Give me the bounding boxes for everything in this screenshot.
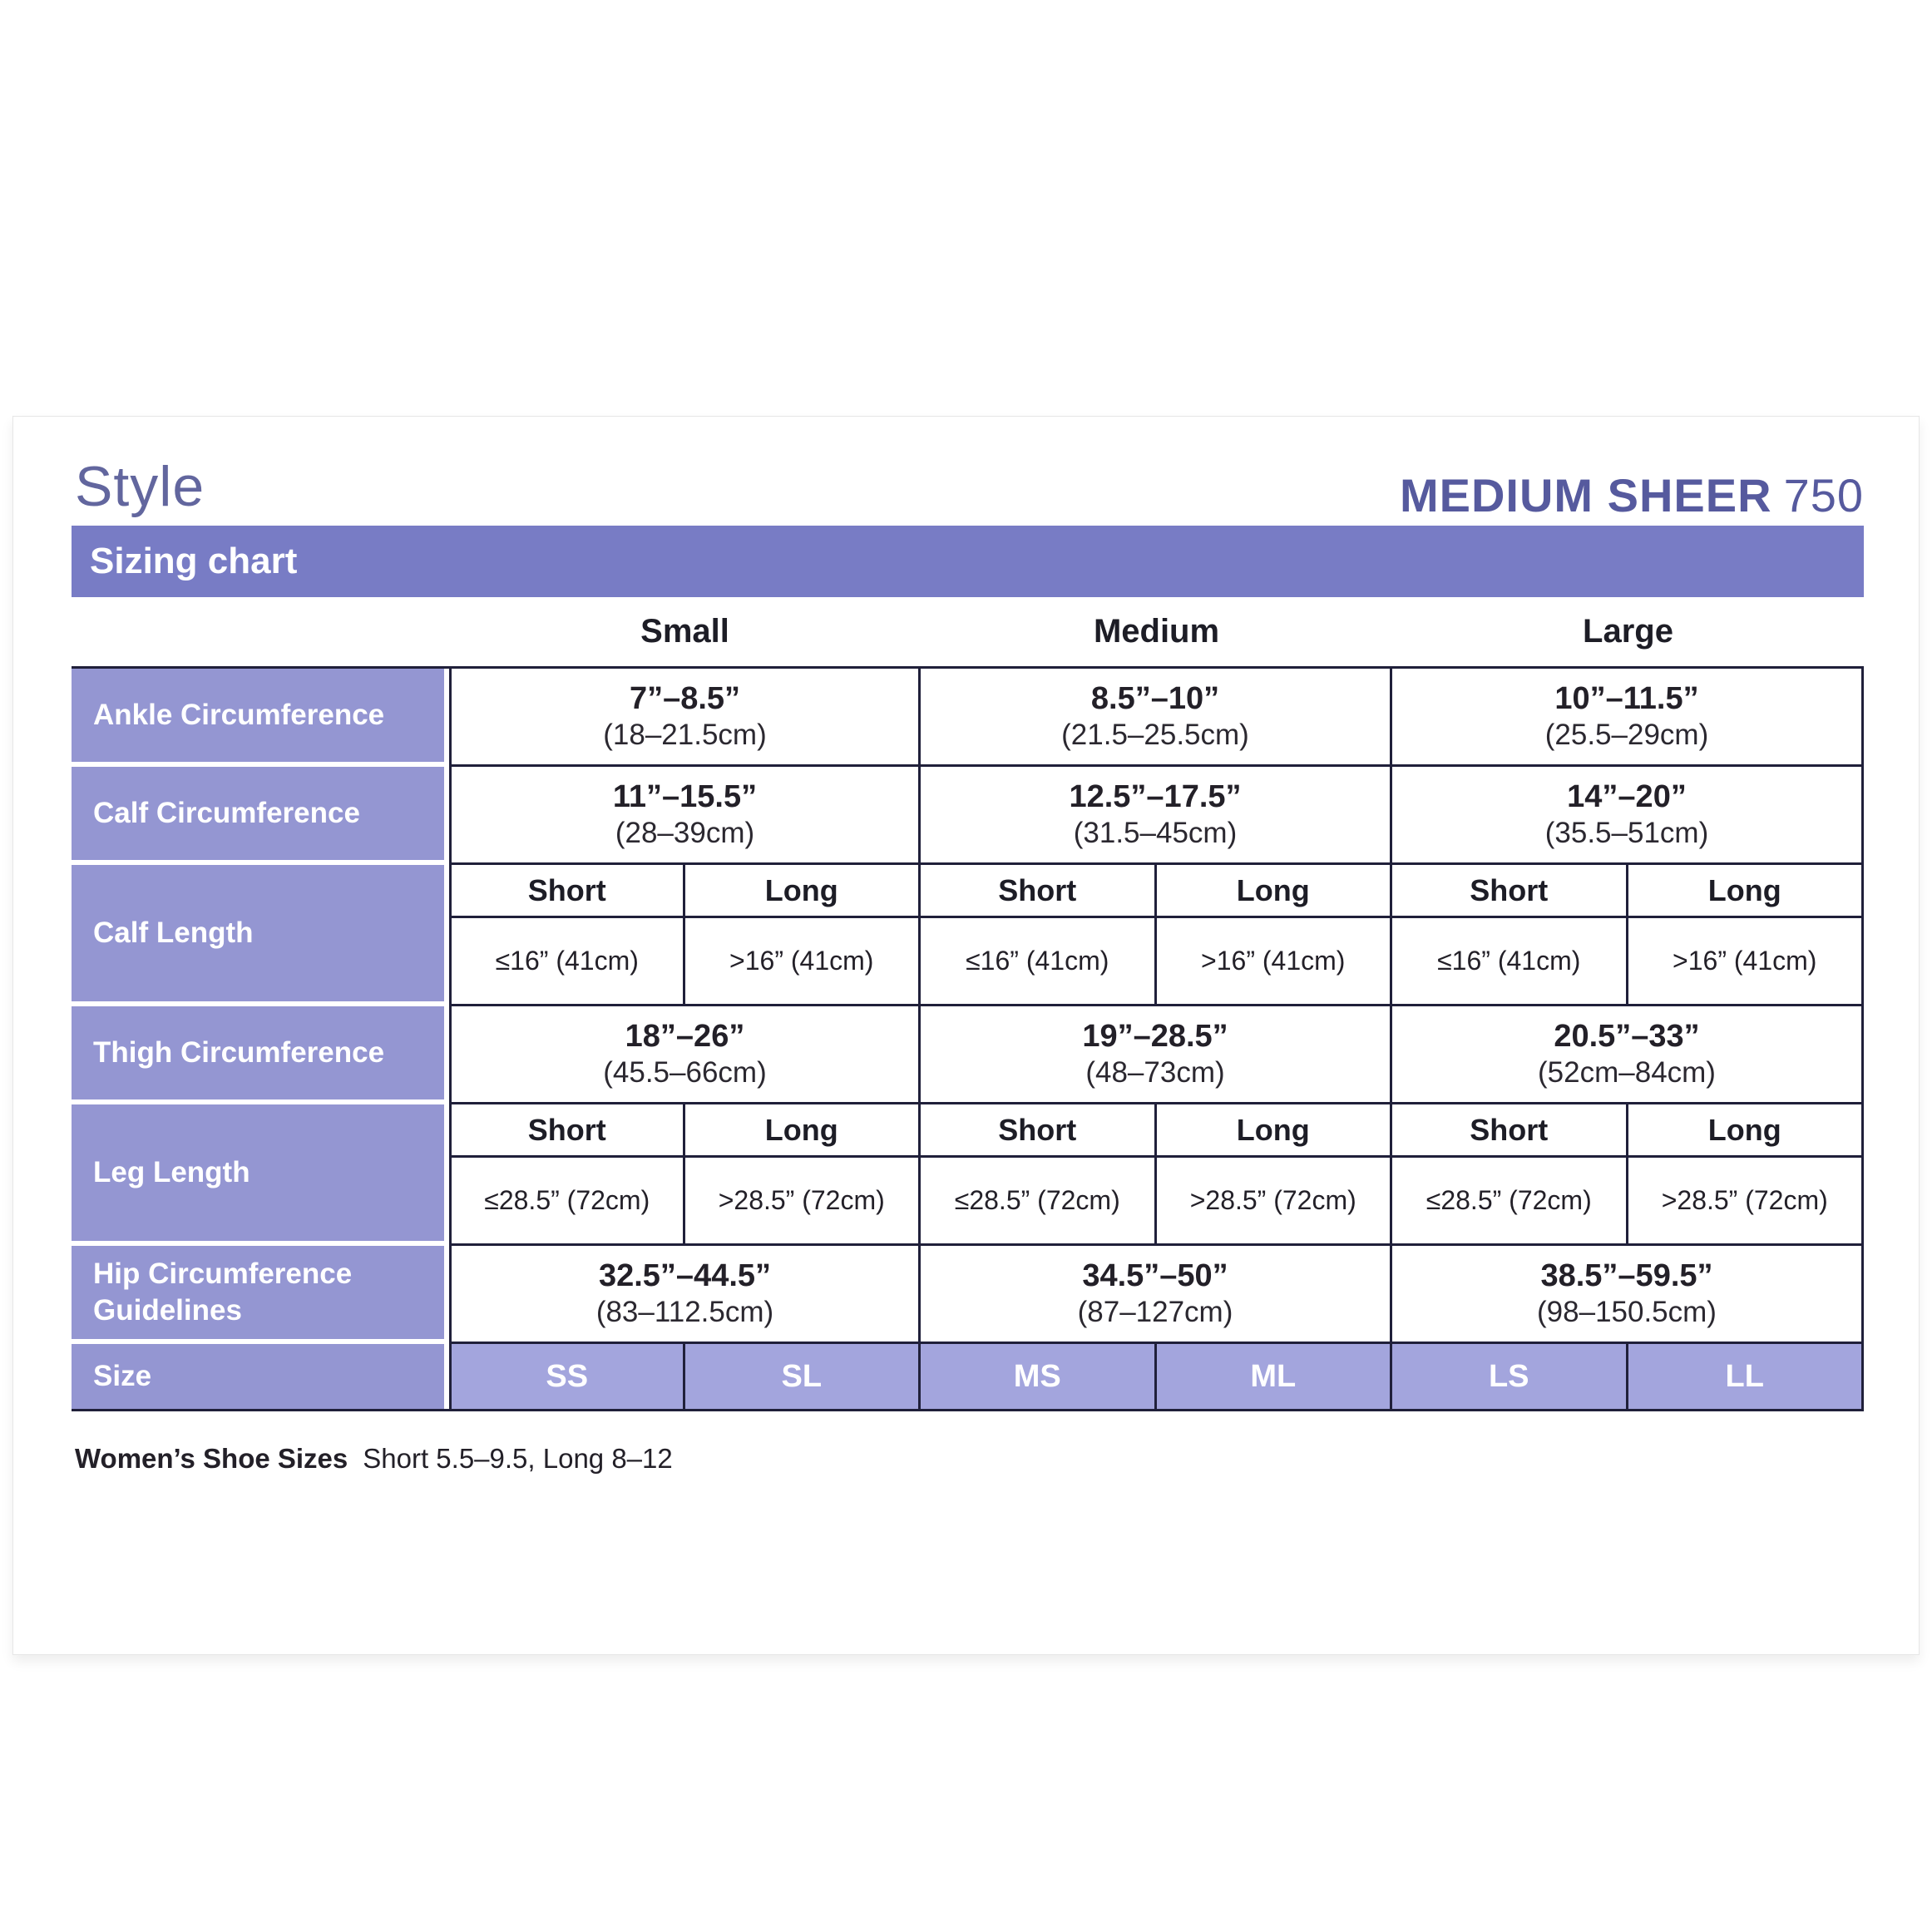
calf-large-inches: 14”–20” bbox=[1567, 778, 1687, 814]
hip-large-cm: (98–150.5cm) bbox=[1537, 1296, 1717, 1329]
column-header-medium: Medium bbox=[1093, 613, 1220, 650]
calf-length-value-medium-long: >16” (41cm) bbox=[1157, 918, 1393, 1006]
leg-length-header-medium-short: Short bbox=[921, 1104, 1157, 1158]
leg-length-value-small-short: ≤28.5” (72cm) bbox=[449, 1158, 685, 1246]
ankle-small-cell bbox=[449, 669, 921, 767]
leg-length-value-medium-long: >28.5” (72cm) bbox=[1157, 1158, 1393, 1246]
shoe-sizes-footnote bbox=[72, 1443, 1864, 1475]
ankle-large-inches: 10”–11.5” bbox=[1554, 680, 1699, 716]
calf-length-header-medium-short: Short bbox=[921, 865, 1157, 918]
row-label-size: Size bbox=[72, 1344, 449, 1409]
hip-medium-cm: (87–127cm) bbox=[1077, 1296, 1233, 1329]
thigh-large-cell bbox=[1392, 1006, 1864, 1104]
calf-small-cell bbox=[449, 767, 921, 865]
ankle-large-cell bbox=[1392, 669, 1864, 767]
row-label-leg-length: Leg Length bbox=[72, 1104, 449, 1246]
calf-large-cell bbox=[1392, 767, 1864, 865]
leg-length-header-large-long: Long bbox=[1628, 1104, 1865, 1158]
product-title bbox=[1400, 468, 1864, 522]
calf-large-cm: (35.5–51cm) bbox=[1544, 817, 1709, 850]
sizing-sheet-card bbox=[12, 416, 1920, 1655]
calf-length-header-small-long: Long bbox=[685, 865, 922, 918]
calf-small-cm: (28–39cm) bbox=[615, 817, 755, 850]
sizing-chart-banner-label: Sizing chart bbox=[90, 541, 298, 581]
leg-length-value-medium-short: ≤28.5” (72cm) bbox=[921, 1158, 1157, 1246]
leg-length-value-large-long: >28.5” (72cm) bbox=[1628, 1158, 1865, 1246]
shoe-sizes-footnote-label: Women’s Shoe Sizes bbox=[75, 1443, 348, 1474]
thigh-small-cm: (45.5–66cm) bbox=[603, 1056, 767, 1090]
calf-medium-cell bbox=[921, 767, 1392, 865]
size-cell-ms: MS bbox=[921, 1344, 1157, 1409]
hip-large-cell bbox=[1392, 1246, 1864, 1344]
calf-length-value-small-long: >16” (41cm) bbox=[685, 918, 922, 1006]
row-label-hip-circumference-guidelines: Hip Circumference Guidelines bbox=[72, 1246, 449, 1344]
row-label-ankle-circumference: Ankle Circumference bbox=[72, 669, 449, 767]
calf-length-header-large-short: Short bbox=[1392, 865, 1628, 918]
ankle-medium-inches: 8.5”–10” bbox=[1090, 680, 1220, 716]
thigh-small-cell bbox=[449, 1006, 921, 1104]
size-cell-ss: SS bbox=[449, 1344, 685, 1409]
calf-small-inches: 11”–15.5” bbox=[612, 778, 758, 814]
thigh-large-inches: 20.5”–33” bbox=[1554, 1018, 1700, 1054]
hip-small-cell bbox=[449, 1246, 921, 1344]
calf-length-value-large-short: ≤16” (41cm) bbox=[1392, 918, 1628, 1006]
size-cell-ls: LS bbox=[1392, 1344, 1628, 1409]
sizing-chart-banner bbox=[72, 526, 1864, 597]
row-label-calf-length: Calf Length bbox=[72, 865, 449, 1006]
ankle-small-inches: 7”–8.5” bbox=[629, 680, 741, 716]
hip-small-cm: (83–112.5cm) bbox=[595, 1296, 774, 1329]
column-header-small: Small bbox=[640, 613, 729, 650]
style-heading: Style bbox=[75, 455, 205, 518]
thigh-medium-cm: (48–73cm) bbox=[1085, 1056, 1225, 1090]
product-name: MEDIUM SHEER bbox=[1399, 469, 1772, 521]
leg-length-value-small-long: >28.5” (72cm) bbox=[685, 1158, 922, 1246]
sheet-content bbox=[72, 417, 1864, 1475]
calf-medium-inches: 12.5”–17.5” bbox=[1069, 778, 1242, 814]
calf-length-value-medium-short: ≤16” (41cm) bbox=[921, 918, 1157, 1006]
leg-length-value-large-short: ≤28.5” (72cm) bbox=[1392, 1158, 1628, 1246]
size-cell-ll: LL bbox=[1628, 1344, 1865, 1409]
thigh-small-inches: 18”–26” bbox=[625, 1018, 745, 1054]
hip-large-inches: 38.5”–59.5” bbox=[1540, 1258, 1713, 1293]
leg-length-header-small-short: Short bbox=[449, 1104, 685, 1158]
calf-length-header-small-short: Short bbox=[449, 865, 685, 918]
row-label-calf-circumference: Calf Circumference bbox=[72, 767, 449, 865]
shoe-sizes-footnote-text: Short 5.5–9.5, Long 8–12 bbox=[363, 1443, 673, 1474]
size-cell-ml: ML bbox=[1157, 1344, 1393, 1409]
row-label-thigh-circumference: Thigh Circumference bbox=[72, 1006, 449, 1104]
sizing-table bbox=[72, 666, 1864, 1411]
size-group-headers bbox=[72, 597, 1864, 666]
hip-medium-cell bbox=[921, 1246, 1392, 1344]
column-header-large: Large bbox=[1583, 613, 1673, 650]
leg-length-header-medium-long: Long bbox=[1157, 1104, 1393, 1158]
calf-length-header-large-long: Long bbox=[1628, 865, 1865, 918]
calf-length-value-small-short: ≤16” (41cm) bbox=[449, 918, 685, 1006]
hip-small-inches: 32.5”–44.5” bbox=[598, 1258, 772, 1293]
ankle-medium-cm: (21.5–25.5cm) bbox=[1061, 719, 1249, 752]
calf-medium-cm: (31.5–45cm) bbox=[1073, 817, 1238, 850]
ankle-small-cm: (18–21.5cm) bbox=[603, 719, 767, 752]
sheet-header bbox=[72, 417, 1864, 526]
calf-length-value-large-long: >16” (41cm) bbox=[1628, 918, 1865, 1006]
leg-length-header-small-long: Long bbox=[685, 1104, 922, 1158]
product-number: 750 bbox=[1783, 469, 1864, 521]
thigh-medium-cell bbox=[921, 1006, 1392, 1104]
ankle-medium-cell bbox=[921, 669, 1392, 767]
thigh-large-cm: (52cm–84cm) bbox=[1538, 1056, 1716, 1090]
leg-length-header-large-short: Short bbox=[1392, 1104, 1628, 1158]
size-cell-sl: SL bbox=[685, 1344, 922, 1409]
hip-medium-inches: 34.5”–50” bbox=[1082, 1258, 1228, 1293]
thigh-medium-inches: 19”–28.5” bbox=[1082, 1018, 1228, 1054]
ankle-large-cm: (25.5–29cm) bbox=[1544, 719, 1709, 752]
calf-length-header-medium-long: Long bbox=[1157, 865, 1393, 918]
